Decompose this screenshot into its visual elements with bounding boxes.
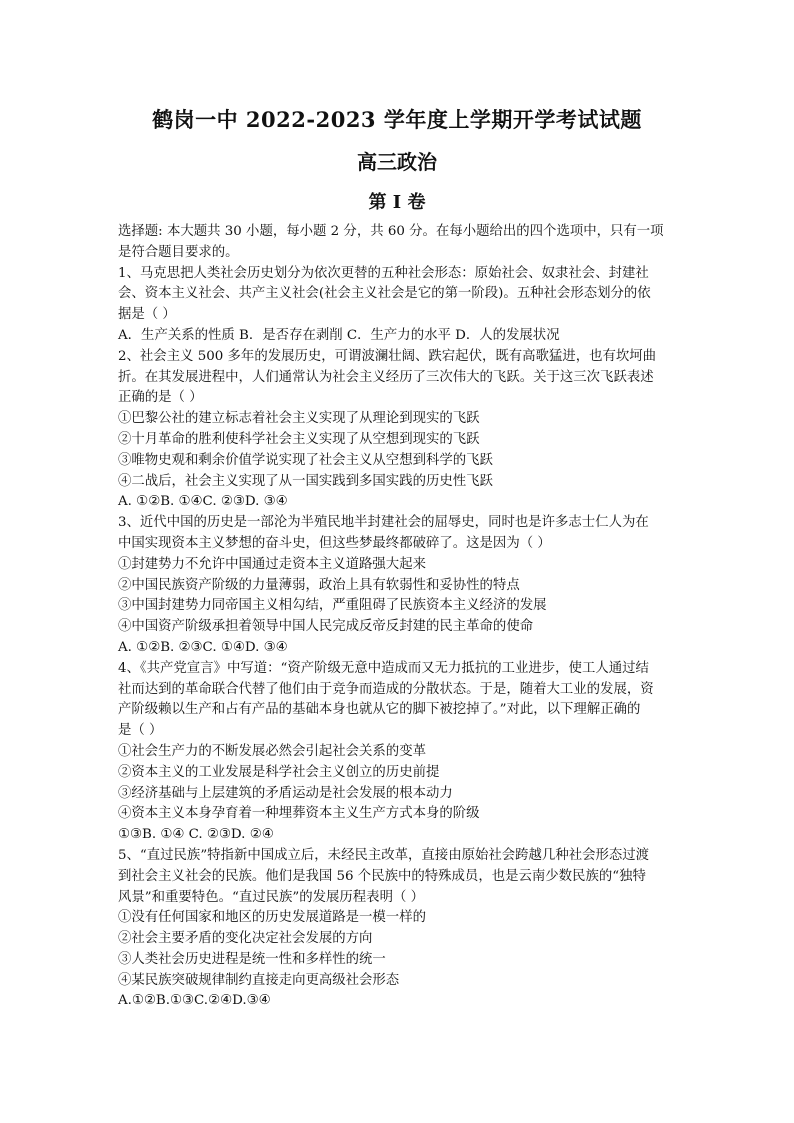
- question-5-statement: ③人类社会历史进程是统一性和多样性的统一: [118, 951, 386, 967]
- question-5-statement: ①没有任何国家和地区的历史发展道路是一模一样的: [118, 910, 426, 926]
- question-3-stem: 3、近代中国的历史是一部沦为半殖民地半封建社会的屈辱史，同时也是许多志士仁人为在: [118, 515, 649, 531]
- question-3-statement: ④中国资产阶级承担着领导中国人民完成反帝反封建的民主革命的使命: [118, 619, 534, 635]
- question-body: [118, 222, 680, 1012]
- question-1-stem: 据是（ ）: [118, 307, 176, 323]
- question-4-statement: ④资本主义本身孕育着一种埋葬资本主义生产方式本身的阶级: [118, 806, 480, 822]
- question-5-stem: 到社会主义社会的民族。他们是我国 56 个民族中的特殊成员，也是云南少数民族的“独特: [118, 868, 646, 884]
- instructions-line: 是符合题目要求的。: [118, 244, 239, 260]
- question-2-statement: ①巴黎公社的建立标志着社会主义实现了从理论到现实的飞跃: [118, 411, 480, 427]
- question-2-stem: 2、社会主义 500 多年的发展历史，可谓波澜壮阔、跌宕起伏，既有高歌猛进，也有坎坷曲: [118, 348, 657, 364]
- question-4-stem: 产阶级赖以生产和占有产品的基础本身也就从它的脚下被挖掉了。”对此，以下理解正确的: [118, 702, 641, 718]
- question-2-stem: 折。在其发展进程中，人们通常认为社会主义经历了三次伟大的飞跃。关于这三次飞跃表述: [118, 369, 654, 385]
- exam-title: 鹤岗一中 2022-2023 学年度上学期开学考试试题: [152, 107, 642, 132]
- question-1-options: A．生产关系的性质 B．是否存在剥削 C．生产力的水平 D．人的发展状况: [118, 327, 560, 343]
- question-5-statement: ④某民族突破规律制约直接走向更高级社会形态: [118, 972, 400, 988]
- question-4-stem: 社而达到的革命联合代替了他们由于竞争而造成的分散状态。于是，随着大工业的发展，资: [118, 681, 654, 697]
- question-2-options: A. ①②B. ①④C. ②③D. ③④: [118, 494, 288, 510]
- question-5-options: A.①②B.①③C.②④D.③④: [118, 993, 271, 1009]
- question-4-options: ①③B. ①④ C. ②③D. ②④: [118, 827, 274, 843]
- question-4-statement: ③经济基础与上层建筑的矛盾运动是社会发展的根本动力: [118, 785, 453, 801]
- question-2-statement: ③唯物史观和剩余价值学说实现了社会主义从空想到科学的飞跃: [118, 452, 493, 468]
- question-4-statement: ②资本主义的工业发展是科学社会主义创立的历史前提: [118, 764, 440, 780]
- volume-title: 第 I 卷: [368, 192, 426, 213]
- question-2-statement: ②十月革命的胜利使科学社会主义实现了从空想到现实的飞跃: [118, 431, 480, 447]
- question-2-statement: ④二战后，社会主义实现了从一国实践到多国实践的历史性飞跃: [118, 473, 493, 489]
- question-4-stem: 是（ ）: [118, 723, 163, 739]
- question-3-statement: ②中国民族资产阶级的力量薄弱，政治上具有软弱性和妥协性的特点: [118, 577, 520, 593]
- question-3-statement: ③中国封建势力同帝国主义相勾结，严重阻碍了民族资本主义经济的发展: [118, 598, 547, 614]
- question-4-stem: 4、《共产党宣言》中写道：“资产阶级无意中造成而又无力抵抗的工业进步，使工人通过结: [118, 660, 649, 676]
- subject-title: 高三政治: [357, 150, 437, 174]
- question-3-stem: 中国实现资本主义梦想的奋斗史，但这些梦最终都破碎了。这是因为（ ）: [118, 535, 551, 551]
- instructions-line: 选择题: 本大题共 30 小题，每小题 2 分，共 60 分。在每小题给出的四个选项中，只有一项: [118, 224, 664, 239]
- question-5-stem: 5、“直过民族”特指新中国成立后，未经民主改革，直接由原始社会跨越几种社会形态过渡: [118, 847, 650, 863]
- question-2-stem: 正确的是（ ）: [118, 390, 203, 406]
- question-3-statement: ①封建势力不允许中国通过走资本主义道路强大起来: [118, 556, 426, 572]
- question-5-statement: ②社会主要矛盾的变化决定社会发展的方向: [118, 931, 373, 947]
- question-1-stem: 会、资本主义社会、共产主义社会(社会主义社会是它的第一阶段)。五种社会形态划分的依: [118, 286, 651, 302]
- question-1-stem: 1、马克思把人类社会历史划分为依次更替的五种社会形态：原始社会、奴隶社会、封建社: [118, 265, 649, 281]
- question-4-statement: ①社会生产力的不断发展必然会引起社会关系的变革: [118, 743, 426, 759]
- question-5-stem: 风景”和重要特色。“直过民族”的发展历程表明（ ）: [118, 889, 424, 905]
- question-3-options: A. ①②B. ②③C. ①④D. ③④: [118, 639, 288, 655]
